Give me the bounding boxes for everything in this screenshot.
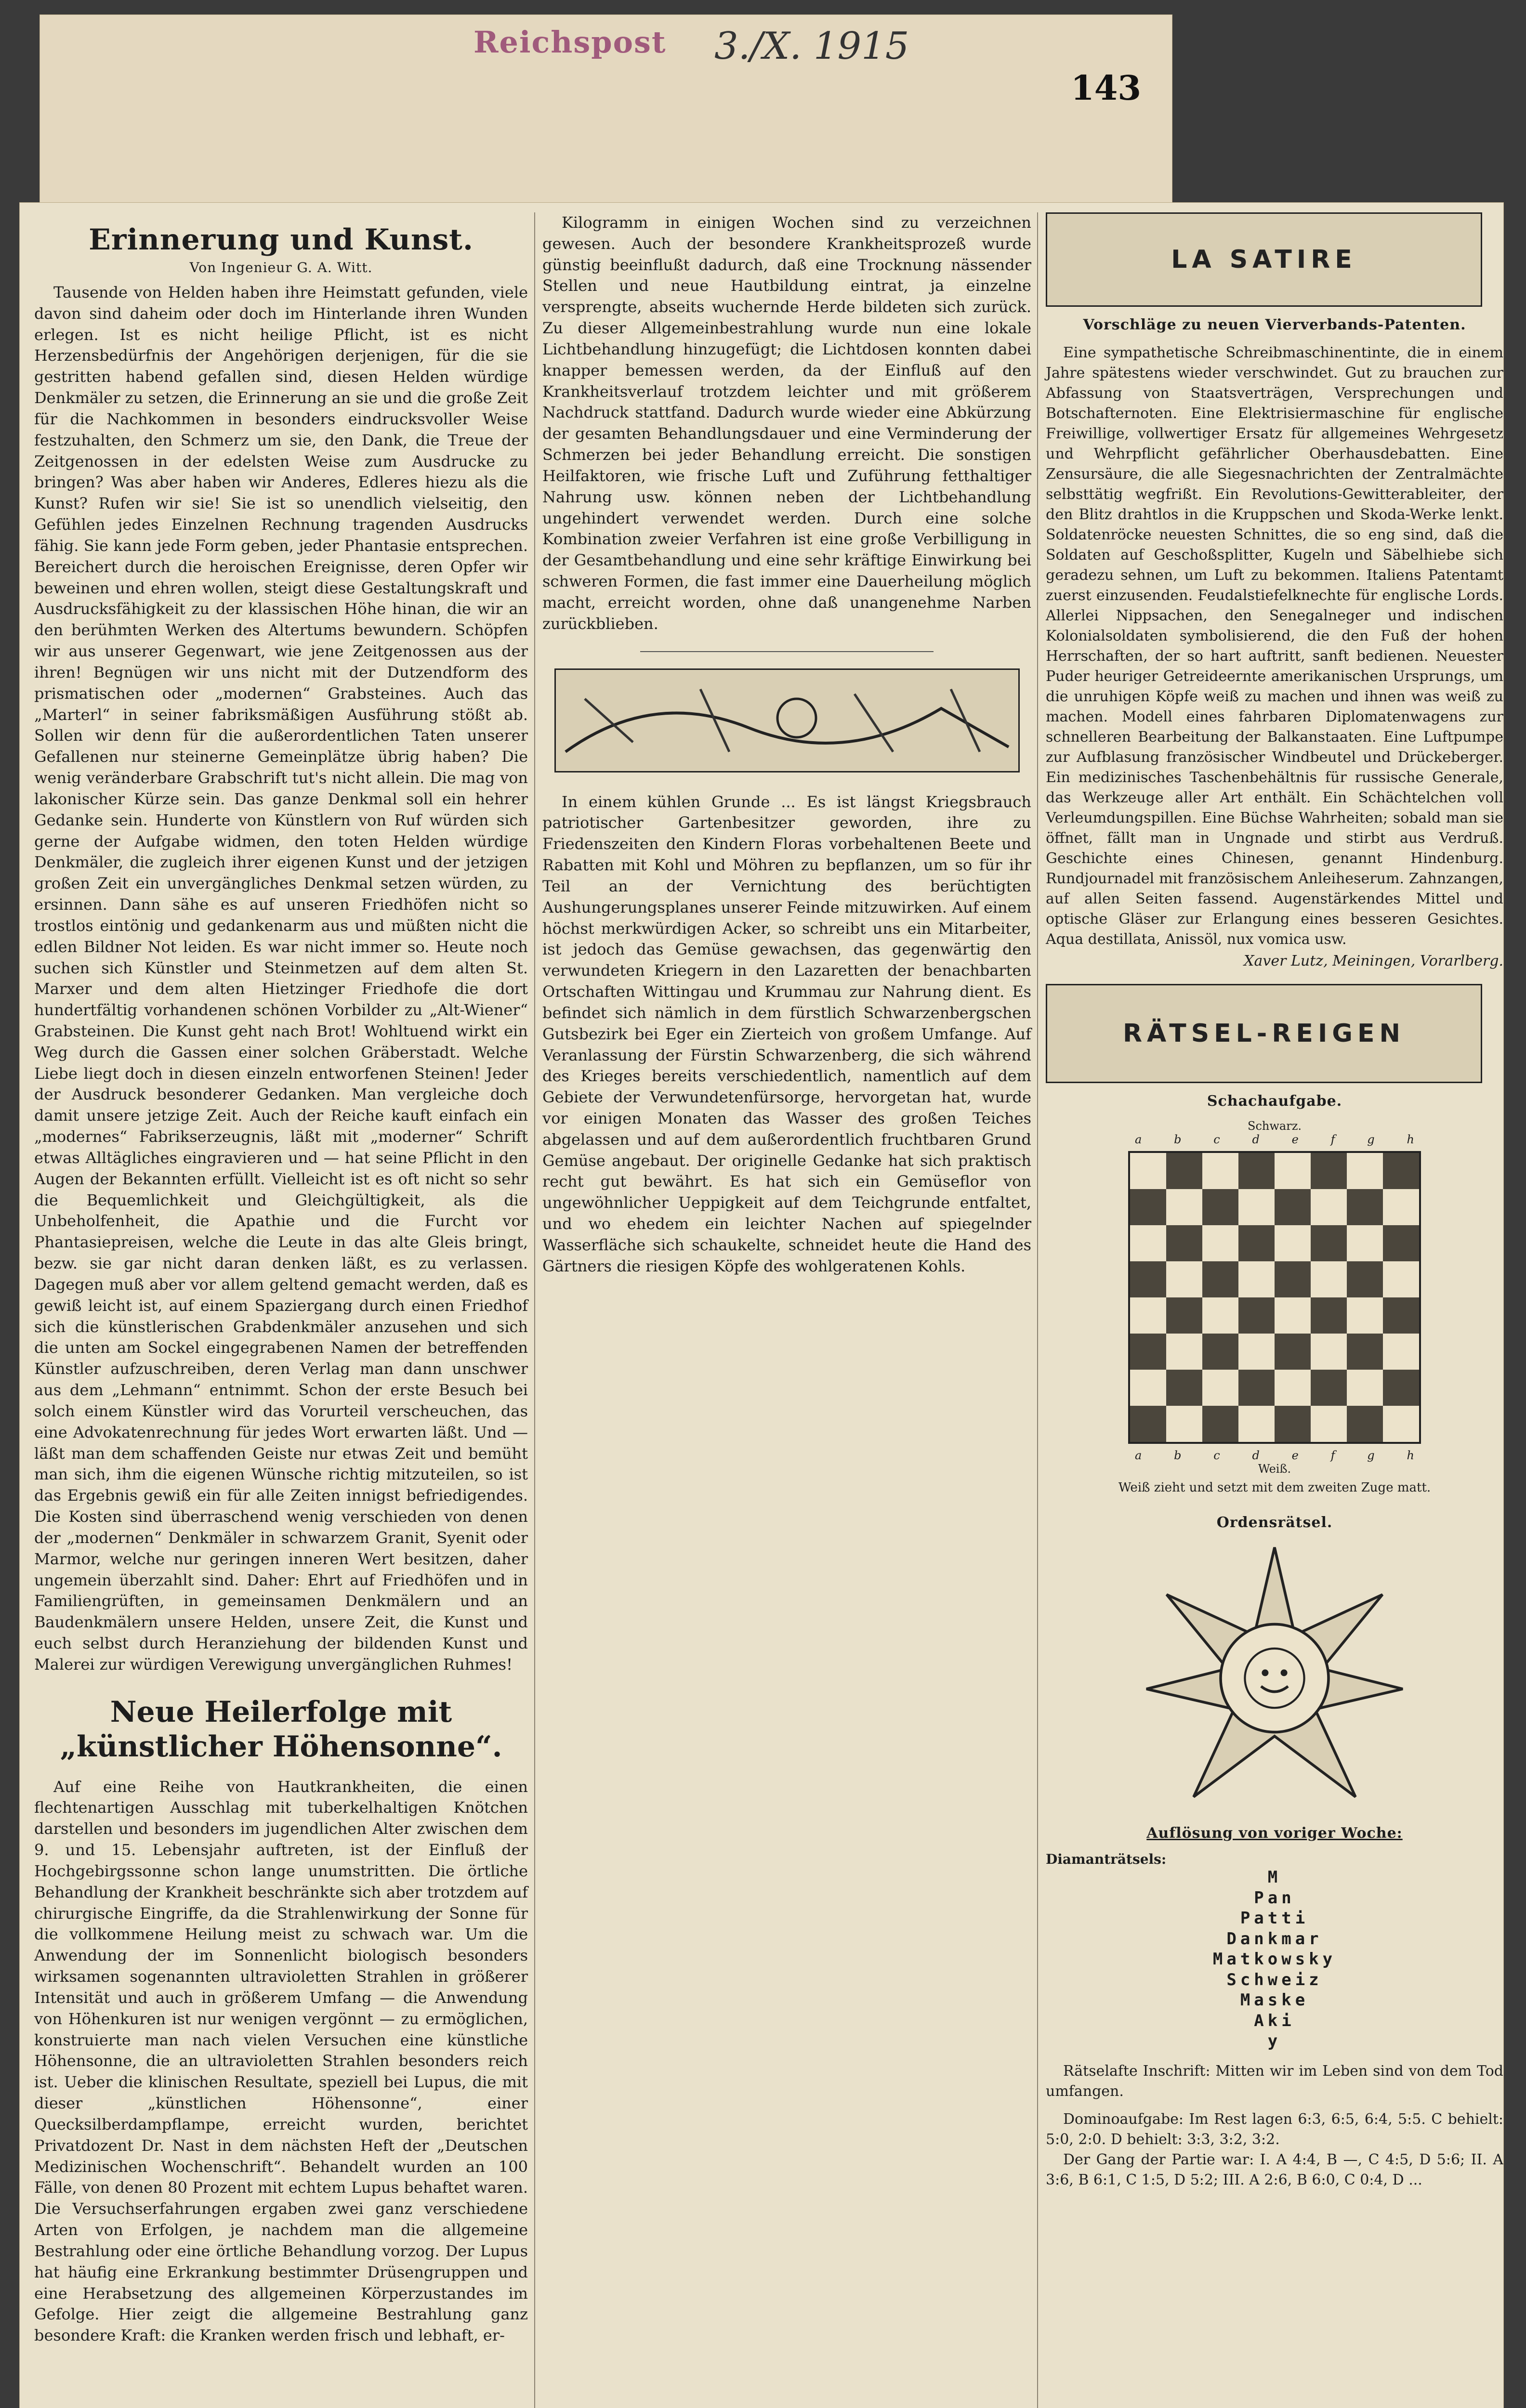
article-body: Tausende von Helden haben ihre Heimstatt gefunden, viele davon sind daheim oder doch im Hinterlande ihren Wunden erlegen. Ist es nicht heilige Pflicht, ist es nicht Herzensbedürfnis der Angehörigen derjenigen, für die sie gestritten habend gefallen sind, diesen Helden würdige Denkmäler zu setzen, die Erinnerung an sie und die große Zeit für die Nachkommen in besonders eindrucksvoller Weise festzuhalten, den Schmerz um sie, den Dank, die Treue der Zeitgenossen in der edelsten Weise zum Ausdrucke zu bringen? Was aber haben wir Anderes, Edleres hiezu als die Kunst? Rufen wir sie! Sie ist so unendlich vielseitig, den Gefühlen jedes Einzelnen Rechnung tragenden Ausdrucks fähig. Sie kann jede Form geben, jeder Phantasie entsprechen. Bereichert durch die heroischen Ereignisse, deren Opfer wir beweinen und ehren wollen, steigt diese Gestaltungskraft und Ausdrucksfähigkeit zu der klassischen Höhe hinan, die wir an den berühmten Werken des Altertums bewundern. Schöpfen wir aus unserer Gegenwart, wie jene Zeitgenossen aus der ihren! Begnügen wir uns nicht mit der Dutzendform des prismatischen oder „modernen“ Grabsteines. Auch das „Marterl“ in seiner fabriksmäßigen Ausführung stößt ab. Sollen wir denn für die außerordentlichen Taten unserer Gefallenen nur steinerne Gemeinplätze übrig haben? Die wenig veränderbare Grabschrift tut's nicht allein. Die mag von lakonischer Kürze sein. Das ganze Denkmal soll ein hehrer Gedanke sein. Hunderte von Künstlern von Ruf würden sich gerne der Aufgabe widmen, den toten Helden würdige Denkmäler, die zugleich ihrer eigenen Kunst und der jetzigen großen Zeit ein unvergängliches Denkmal setzen würden, zu ersinnen. Dann sähe es auf unseren Friedhöfen nicht so trostlos eintönig und gedankenarm aus und müßten nicht die edlen Bildner Not leiden. Es war nicht immer so. Heute noch suchen sich Künstler und Steinmetzen auf dem alten St. Marxer und dem alten Hietzinger Friedhofe die dort hundertfältig vorhandenen schönen Vorbilder zu „Alt-Wiener“ Grabsteinen. Die Kunst geht nach Brot! Wohltuend wirkt ein Weg durch die Gassen einer solchen Gräberstadt. Welche Liebe liegt doch in diesen einzeln entworfenen Steinen! Jeder der Ausdruck besonderer Gedanken. Man vergleiche doch damit unsere jetzige Zeit. Auch der Reiche kauft einfach ein „modernes“ Fabrikserzeugnis, läßt mit „moderner“ Schrift etwas Alltägliches eingravieren und — hat seine Pflicht in den Augen der Bekannten erfüllt. Vielleicht ist es oft nicht so sehr die Bequemlichkeit und Gleichgültigkeit, als die Unbeholfenheit, die Apathie und die Furcht vor Phantasiepreisen, welche die Leute in das alte Gleis bringt, bezw. sie gar nicht daran denken läßt, es zu verlassen. Dagegen muß aber vor allem geltend gemacht werden, daß es gewiß leicht ist, auf einem Spaziergang durch einen Friedhof sich die künstlerischen Grabdenkmäler anzusehen und sich die unten am Sockel eingegrabenen Namen der betreffenden Künstler aufzuschreiben, deren Verlag man dann unschwer aus dem „Lehmann“ entnimmt. Schon der erste Besuch bei solch einem Künstler wird das Vorurteil verscheuchen, das eine Advokatenrechnung für jedes Wort erwarten läßt. Und — läßt man dem schaffenden Geiste nur etwas Zeit und bemüht man sich, ihm die eigenen Wünsche richtig mitzuteilen, so ist das Ergebnis gewiß ein für alle Zeiten innigst befriedigendes. Die Kosten sind überraschend wenig verschieden von denen der „modernen“ Denkmäler in schwarzem Granit, Syenit oder Marmor, welche nur geringen inneren Wert besitzen, daher ungemein überzahlt sind. Daher: Ehrt auf Friedhöfen und in Familiengrüften, in gemeinsamen Denkmälern und an Baudenkmälern unsere Helden, unsere Zeit, die Kunst und euch selbst durch Heranziehung der bildenden Kunst und Malerei zur würdigen Verewigung unvergänglichen Ruhmes! [34,283,528,1674]
domino-solution: Dominoaufgabe: Im Rest lagen 6:3, 6:5, 6:4, 5:5. C behielt: 5:0, 2:0. D behielt: 3:3, 3:2, 3:2. [1046,2110,1503,2148]
chess-square [1311,1370,1347,1406]
chess-square [1275,1261,1311,1297]
chess-square [1347,1261,1383,1297]
chess-square [1166,1297,1202,1334]
article-headline: Erinnerung und Kunst. [89,223,474,257]
chess-square [1383,1334,1419,1370]
chess-square [1347,1189,1383,1225]
chess-square [1383,1189,1419,1225]
chess-square [1238,1370,1275,1406]
chess-square [1311,1334,1347,1370]
white-label: Weiß. [1258,1462,1291,1476]
page-number: 143 [1071,68,1142,108]
diamond-title: Diamanträtsels: [1046,1851,1167,1867]
chess-square [1275,1153,1311,1189]
solution-title: Auflösung von voriger Woche: [1146,1825,1403,1842]
handwritten-date: 3./X. 1915 [714,25,909,68]
chess-square [1130,1225,1166,1261]
chess-board [1128,1151,1421,1444]
column-middle [542,212,1031,1277]
chess-square [1166,1189,1202,1225]
chess-square [1166,1406,1202,1442]
chess-square [1130,1297,1166,1334]
chess-title: Schachaufgabe. [1207,1093,1342,1110]
vignette-title: RÄTSEL-REIGEN [1122,1019,1406,1048]
chess-square [1311,1225,1347,1261]
chess-square [1347,1225,1383,1261]
article-headline: Neue Heilerfolge mit „künstlicher Höhensonne“. [60,1695,502,1764]
chess-square [1130,1153,1166,1189]
source-stamp: Reichspost [474,25,667,60]
chess-square [1275,1406,1311,1442]
chess-square [1202,1189,1238,1225]
chess-square [1166,1225,1202,1261]
chess-square [1202,1334,1238,1370]
chess-square [1275,1297,1311,1334]
section-title: Vorschläge zu neuen Vierverbands-Patenten. [1083,316,1466,333]
puzzle-vignette [1046,984,1482,1083]
chess-task: Weiß zieht und setzt mit dem zweiten Zuge matt. [1118,1480,1431,1495]
vignette-drawing [556,670,1018,771]
chess-square [1166,1334,1202,1370]
newspaper-clipping [19,202,1504,2408]
separator [640,651,934,652]
vignette-title: LA SATIRE [1171,245,1357,274]
column-right [1046,212,1503,2190]
chess-square [1383,1370,1419,1406]
chess-square [1347,1406,1383,1442]
chess-square [1202,1297,1238,1334]
chess-square [1275,1334,1311,1370]
author-signature: Xaver Lutz, Meiningen, Vorarlberg. [1244,953,1503,969]
chess-square [1311,1153,1347,1189]
chess-square [1275,1189,1311,1225]
chess-square [1311,1261,1347,1297]
column-rule [1037,212,1038,2408]
chess-square [1130,1406,1166,1442]
chess-square [1383,1261,1419,1297]
chess-square [1202,1261,1238,1297]
chess-square [1383,1153,1419,1189]
article-body: In einem kühlen Grunde ... Es ist längst Kriegsbrauch patriotischer Gartenbesitzer geworden, ihre zu Friedenszeiten den Kindern Floras vorbehaltenen Beete und Rabatten mit Kohl und Möhren zu bepflanzen, um so für ihr Teil an der Vernichtung des berüchtigten Aushungerungsplanes unserer Feinde mitzuwirken. Auf einem höchst merkwürdigen Acker, so schreibt uns ein Mitarbeiter, ist jedoch das Gemüse gewachsen, das gegenwärtig den verwundeten Kriegern in den Lazaretten der benachbarten Ortschaften Wittingau und Krummau zur Nahrung dient. Es befindet sich nämlich in dem fürstlich Schwarzenbergschen Gutsbezirk bei Eger ein Zierteich von großem Umfange. Auf Veranlassung der Fürstin Schwarzenberg, die sich während des Krieges bereits verschiedentlich, namentlich auf dem Gebiete der Verwundetenfürsorge, hervorgetan hat, wurde vor einigen Monaten das Wasser des großen Teiches abgelassen und auf dem außerordentlich fruchtbaren Grund Gemüse angebaut. Der originelle Gedanke hat sich praktisch recht gut bewährt. Es hat sich ein Gemüseflor von ungewöhnlicher Ueppigkeit auf dem Teichgrunde entfaltet, und wo ehedem ein leichter Nachen auf spiegelnder Wasserfläche sich schaukelte, schneidet heute die Hand des Gärtners die riesigen Köpfe des wohlgeratenen Kohls. [542,792,1031,1275]
chess-square [1202,1370,1238,1406]
chess-square [1383,1406,1419,1442]
header-clipping [39,14,1172,218]
black-label: Schwarz. [1248,1119,1302,1133]
chess-square [1238,1297,1275,1334]
file-labels: a b c d e f g h [1135,1449,1414,1462]
chess-square [1311,1189,1347,1225]
satire-body: Eine sympathetische Schreibmaschinentinte, die in einem Jahre spätestens wieder verschwindet. Gut zu brauchen zur Abfassung von Staatsverträgen, Versprechungen und Botschafternoten. Eine Elektrisiermaschine für englische Freiwillige, vollwertiger Ersatz für allgemeines Wehrgesetz und Wehrpflicht gefährlicher Oberhausdebatten. Eine Zensursäure, die alle Siegesnachrichten der Zentralmächte selbsttätig wegfrißt. Ein Revolutions-Gewitterableiter, der den Blitz drahtlos in die Kruppschen und Skoda-Werke lenkt. Soldatenröcke neuesten Schnittes, die so eng sind, daß die Soldaten auf Geschoßsplitter, Kugeln und Säbelhiebe sich geradezu sehnen, um Luft zu bekommen. Italiens Patentamt zuerst einzusenden. Feudalstiefelknechte für englische Lords. Allerlei Nippsachen, den Senegalneger und indischen Kolonialsoldaten symbolisierend, die den Fuß der hohen Herrschaften, der so hart auftritt, sanft bedienen. Neuester Puder heuriger Getreideernte amerikanischen Ursprungs, um die unruhigen Köpfe weiß zu machen und ihnen was weiß zu machen. Modell eines fahrbaren Diplomatenwagens zur schnelleren Bearbeitung der Balkanstaaten. Eine Luftpumpe zur Aufblasung französischer Windbeutel und Drückeberger. Ein medizinisches Taschenbehältnis für russische Generale, das Werkzeuge aller Art enthält. Ein Schächtelchen voll Verleumdungspillen. Eine Büchse Wahrheiten; sobald man sie öffnet, fällt man in Ungnade und stirbt aus Verdruß. Geschichte eines Chinesen, genannt Hindenburg. Rundjournadel mit französischem Anleiheserum. Zahnzangen, auf allen Seiten fassend. Augenstärkendes Mittel und optische Gläser zur Erlangung eines besseren Gesichtes. Aqua destillata, Anissöl, nux vomica usw. [1046,344,1503,948]
chess-square [1166,1261,1202,1297]
chess-square [1311,1406,1347,1442]
chess-square [1238,1261,1275,1297]
chess-square [1202,1225,1238,1261]
order-star-icon [1140,1541,1409,1810]
column-left [34,212,528,2346]
chess-square [1202,1406,1238,1442]
inscription-solution: Rätselafte Inschrift: Mitten wir im Leben sind von dem Tod umfangen. [1046,2062,1503,2100]
chess-square [1275,1370,1311,1406]
chess-square [1347,1370,1383,1406]
chess-square [1238,1406,1275,1442]
chess-square [1311,1297,1347,1334]
chess-square [1238,1334,1275,1370]
satire-vignette [1046,212,1482,307]
order-puzzle-title: Ordensrätsel. [1216,1514,1333,1531]
diamond-solution: M Pan Patti Dankmar Matkowsky Schweiz Maske Aki y [1212,1868,1337,2051]
chess-square [1347,1297,1383,1334]
chess-square [1238,1153,1275,1189]
chess-square [1130,1189,1166,1225]
decorative-vignette [554,668,1020,772]
article-body: Kilogramm in einigen Wochen sind zu verzeichnen gewesen. Auch der besondere Krankheitsprozeß wurde günstig beeinflußt dadurch, daß eine Trocknung nässender Stellen und neue Hautbildung eintrat, ja einzelne versprengte, abseits wuchernde Herde bildeten sich zurück. Zu dieser Allgemeinbestrahlung wurde nun eine lokale Lichtbehandlung hinzugefügt; die Lichtdosen konnten dabei knapper bemessen werden, da der Einfluß auf den Krankheitsverlauf trotzdem leichter und mit größerem Nachdruck stattfand. Dadurch wurde wieder eine Abkürzung der gesamten Behandlungsdauer und eine Verminderung der Schmerzen bei jeder Behandlung erreicht. Die sonstigen Heilfaktoren, wie frische Luft und Zuführung fetthaltiger Nahrung usw. können neben der Lichtbehandlung ungehindert verwendet werden. Durch eine solche Kombination zweier Verfahren ist eine große Verbilligung in der Gesamtbehandlung und eine sehr kräftige Einwirkung bei schweren Formen, die fast immer eine Dauerheilung möglich macht, erreicht worden, ohne daß unangenehme Narben zurückblieben. [542,213,1031,633]
chess-square [1130,1261,1166,1297]
chess-square [1130,1334,1166,1370]
chess-square [1238,1225,1275,1261]
chess-square [1166,1370,1202,1406]
chess-square [1202,1153,1238,1189]
column-rule [534,212,535,2408]
chess-square [1166,1153,1202,1189]
article-byline: Von Ingenieur G. A. Witt. [189,260,373,275]
chess-square [1347,1153,1383,1189]
chess-square [1130,1370,1166,1406]
chess-square [1275,1225,1311,1261]
chess-square [1383,1297,1419,1334]
chess-square [1238,1189,1275,1225]
article-body: Auf eine Reihe von Hautkrankheiten, die einen flechtenartigen Ausschlag mit tuberkelhaltigen Knötchen darstellen und besonders im jugendlichen Alter zwischen dem 9. und 15. Lebensjahr auftreten, ist der Einfluß der Hochgebirgssonne schon lange unumstritten. Die örtliche Behandlung der Krankheit beschränkte sich aber trotzdem auf chirurgische Eingriffe, da die Strahlenwirkung der Sonne für die vollkommene Heilung meist zu schwach war. Um die Anwendung der im Sonnenlicht biologisch besonders wirksamen sogenannten ultravioletten Strahlen in größerer Intensität und auch in größerem Umfang — die Anwendung von Höhenkuren ist nur wenigen vergönnt — zu ermöglichen, konstruierte man nach vielen Versuchen eine künstliche Höhensonne, die an ultravioletten Strahlen besonders reich ist. Ueber die klinischen Resultate, speziell bei Lupus, die mit dieser „künstlichen Höhensonne“, einer Quecksilberdampflampe, erreicht wurden, berichtet Privatdozent Dr. Nast in dem nächsten Heft der „Deutschen Medizinischen Wochenschrift“. Behandelt wurden an 100 Fälle, von denen 80 Prozent mit echtem Lupus behaftet waren. Die Versuchserfahrungen ergaben zwei ganz verschiedene Arten von Erfolgen, je nachdem man die allgemeine Bestrahlung oder eine örtliche Behandlung vorzog. Der Lupus hat häufig eine Erkrankung bestimmter Drüsengruppen und eine Herabsetzung des allgemeinen Körperzustandes im Gefolge. Hier zeigt die allgemeine Bestrahlung ganz besondere Kraft: die Kranken werden frisch und lebhaft, er- [34,1777,528,2345]
file-labels: a b c d e f g h [1135,1133,1414,1146]
chess-square [1347,1334,1383,1370]
moves-solution: Der Gang der Partie war: I. A 4:4, B —, C 4:5, D 5:6; II. A 3:6, B 6:1, C 1:5, D 5:2; III. A 2:6, B 6:0, C 0:4, D ... [1046,2151,1503,2188]
chess-square [1383,1225,1419,1261]
